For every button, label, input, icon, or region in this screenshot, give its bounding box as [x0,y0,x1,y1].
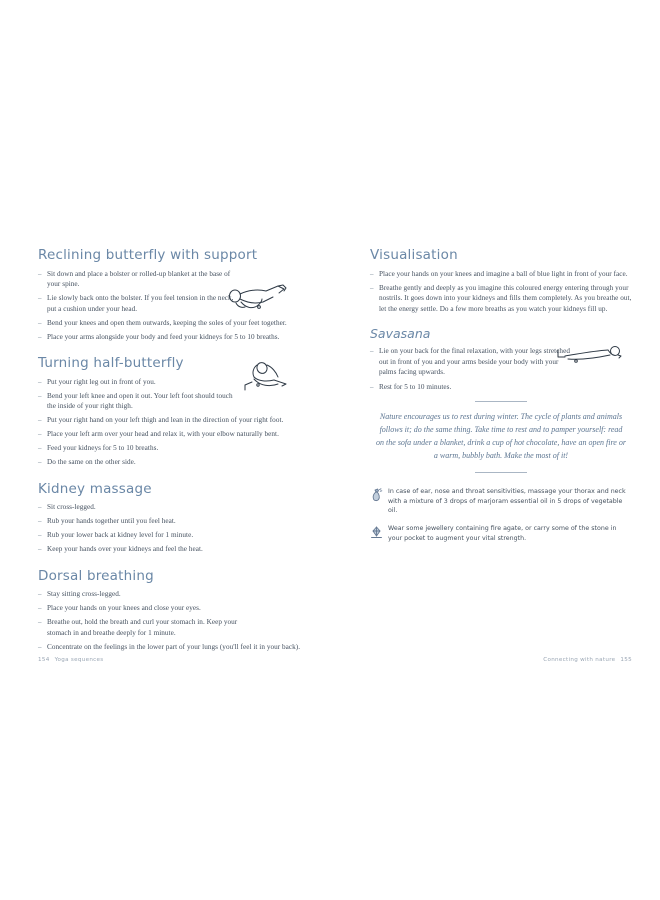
section-heading: Kidney massage [38,480,152,497]
list-item: – Breathe gently and deeply as you imagine this coloured energy entering through your nostrils. It goes down into your kidneys and fills them completely. As you breathe out, let the energy settle. Do a few more breaths as you watch your kidneys fill up. [370,283,632,315]
page-footer [0,657,660,669]
savasana-figure [556,344,626,370]
page-number-left: 154 [38,657,50,663]
section-visualisation [370,248,632,314]
list-item: – Sit cross-legged. [38,502,306,513]
footer-label-right: Connecting with nature [543,657,616,663]
list-item: – Concentrate on the feelings in the lower part of your lungs (you'll feel it in your back). [38,642,306,653]
list-item: – Rub your lower back at kidney level for 1 minute. [38,530,306,541]
gemstone-icon [370,524,383,544]
section-reclining-butterfly [38,248,306,342]
section-turning-half-butterfly [38,356,306,468]
note-item [370,524,632,544]
list-item: – Place your left arm over your head and relax it, with your elbow naturally bent. [38,429,306,440]
divider-top [475,401,527,402]
list-item: – Stay sitting cross-legged. [38,589,306,600]
list-item: – Put your right hand on your left thigh and lean in the direction of your right foot. [38,415,306,426]
list-item: – Feed your kidneys for 5 to 10 breaths. [38,443,306,454]
list-item: – Breathe out, hold the breath and curl your stomach in. Keep your stomach in and breathe deeply for 1 minute. [38,617,243,638]
essential-oil-bottle-icon [370,487,383,507]
list-item: – Place your hands on your knees and close your eyes. [38,603,306,614]
list-item: – Lie slowly back onto the bolster. If you feel tension in the neck, put a cushion under your head. [38,293,243,314]
footer-label-left: Yoga sequences [54,657,104,663]
list-item: – Sit down and place a bolster or rolled-up blanket at the base of your spine. [38,269,243,290]
instruction-list [370,269,632,315]
reclining-butterfly-figure [226,282,288,314]
note-text: Wear some jewellery containing fire agate, or carry some of the stone in your pocket to augment your vital strength. [388,525,617,542]
list-item: – Place your arms alongside your body and feed your kidneys for 5 to 10 breaths. [38,332,306,343]
section-heading: Reclining butterfly with support [38,247,258,263]
list-item: – Rest for 5 to 10 minutes. [370,382,632,393]
quote-text: Nature encourages us to rest during winter. The cycle of plants and animals follows it; do the same thing. Take time to rest and to pamper yourself: read on the sofa under a blanket, drink a cup of hot chocolate, have an open fire or a warm, bubbly bath. Make the most of it! [376,412,626,460]
section-heading: Dorsal breathing [38,567,154,584]
left-page-column [38,248,306,656]
list-item: – Lie on your back for the final relaxation, with your legs stretched out in front of you and your arms beside your body with your palms facing upwards. [370,346,575,378]
section-heading: Visualisation [370,247,458,263]
footer-right [543,657,632,663]
list-item: – Bend your left knee and open it out. Your left foot should touch the inside of your right thigh. [38,391,243,412]
instruction-list [38,502,306,555]
section-dorsal-breathing [38,569,306,653]
list-item: – Bend your knees and open them outwards, keeping the soles of your feet together. [38,318,306,329]
page-number-right: 155 [620,657,632,663]
list-item: – Place your hands on your knees and imagine a ball of blue light in front of your face. [370,269,632,280]
quote-block [370,401,632,473]
list-item: – Keep your hands over your kidneys and feel the heat. [38,544,306,555]
list-item: – Put your right leg out in front of you. [38,377,306,388]
list-item: – Do the same on the other side. [38,457,306,468]
section-savasana [370,327,632,392]
half-butterfly-figure [238,359,290,395]
notes-list [370,487,632,544]
two-column-layout [0,248,660,656]
note-item [370,487,632,516]
note-text: In case of ear, nose and throat sensitivities, massage your thorax and neck with a mixture of 3 drops of marjoram essential oil in 5 drops of vegetable oil. [388,487,626,515]
right-page-column [370,248,632,656]
section-heading: Turning half-butterfly [38,355,184,372]
instruction-list [38,589,306,652]
list-item: – Rub your hands together until you feel heat. [38,516,306,527]
divider-bottom [475,472,527,473]
section-heading: Savasana [370,326,431,342]
footer-left [38,657,104,663]
section-kidney-massage [38,482,306,555]
